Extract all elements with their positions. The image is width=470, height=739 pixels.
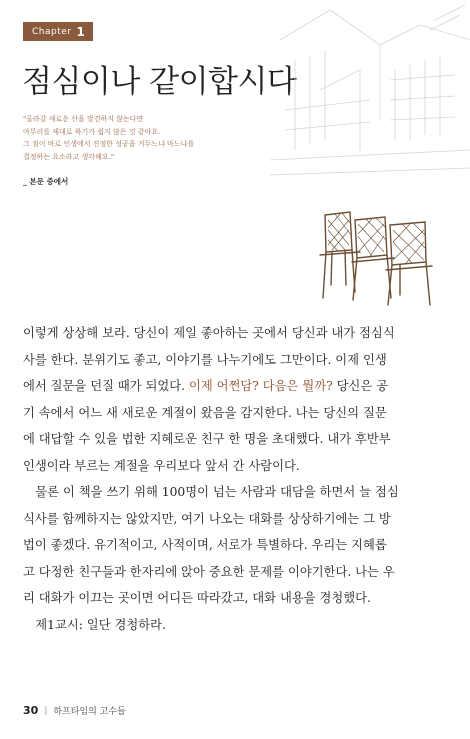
paragraph-line: 에 대답할 수 있을 법한 지혜로운 친구 한 명을 초대했다. 내가 후반부 xyxy=(23,432,391,446)
chapter-number: 1 xyxy=(76,24,85,39)
epigraph-line: 아무리를 제대로 하기가 쉽지 않은 것 같아요. xyxy=(23,127,161,136)
paragraph-line: 법이 좋겠다. 유기적이고, 사적이며, 서로가 특별하다. 우리는 지혜롭 xyxy=(23,538,387,552)
book-title: 하프타임의 고수들 xyxy=(53,707,126,717)
epigraph-quote xyxy=(23,113,263,163)
highlighted-question: 이제 어쩐담? 다음은 뭘까? xyxy=(189,379,333,393)
page-number: 30 xyxy=(23,704,39,717)
paragraph-line: 기 속에서 어느 새 새로운 계절이 왔음을 감지한다. 나는 당신의 질문 xyxy=(23,405,387,420)
epigraph-line: "올라갈 새로운 산을 발견하지 않는다면 xyxy=(23,115,144,123)
chapter-label: Chapter xyxy=(32,26,72,37)
paragraph-line: 인생이라 부르는 계절을 우리보다 앞서 간 사람이다. xyxy=(23,458,300,473)
paragraph-line: 이렇게 상상해 보라. 당신이 제일 좋아하는 곳에서 당신과 내가 점심식 xyxy=(23,326,395,340)
paragraph-line: 고 다정한 친구들과 한자리에 앉아 중요한 문제를 이야기한다. 나는 우 xyxy=(23,564,395,579)
text-segment: 에서 질문을 던질 때가 되었다. xyxy=(23,379,189,393)
footer-separator: | xyxy=(44,705,48,716)
epigraph-source: _ 본문 중에서 xyxy=(23,177,69,186)
paragraph-line: 식사를 함께하지는 않았지만, 여기 나오는 대화를 상상하기에는 그 방 xyxy=(23,511,391,526)
text-segment: 당신은 공 xyxy=(332,379,389,393)
paragraph-line: 사를 한다. 분위기도 좋고, 이야기를 나누기에도 그만이다. 이제 인생 xyxy=(23,352,387,367)
chairs-sketch-illustration xyxy=(260,0,470,310)
body-text xyxy=(23,320,441,638)
chapter-title: 점심이나 같이합시다 xyxy=(22,64,297,100)
paragraph-line: 리 대화가 이끄는 곳이면 어디든 따라갔고, 대화 내용을 경청했다. xyxy=(23,591,371,605)
paragraph-line: 제1교시: 일단 경청하라. xyxy=(23,617,166,632)
epigraph-line: 그 점이 바로 인생에서 진정한 성공을 거두느냐 마느냐를 xyxy=(23,140,195,148)
paragraph-line: 물론 이 책을 쓰기 위해 100명이 넘는 사람과 대담을 하면서 늘 점심 xyxy=(23,485,399,499)
chapter-badge xyxy=(23,22,93,41)
paragraph-line xyxy=(23,373,441,400)
epigraph-line: 결정하는 요소라고 생각해요." xyxy=(23,152,115,161)
page-footer xyxy=(23,704,126,717)
